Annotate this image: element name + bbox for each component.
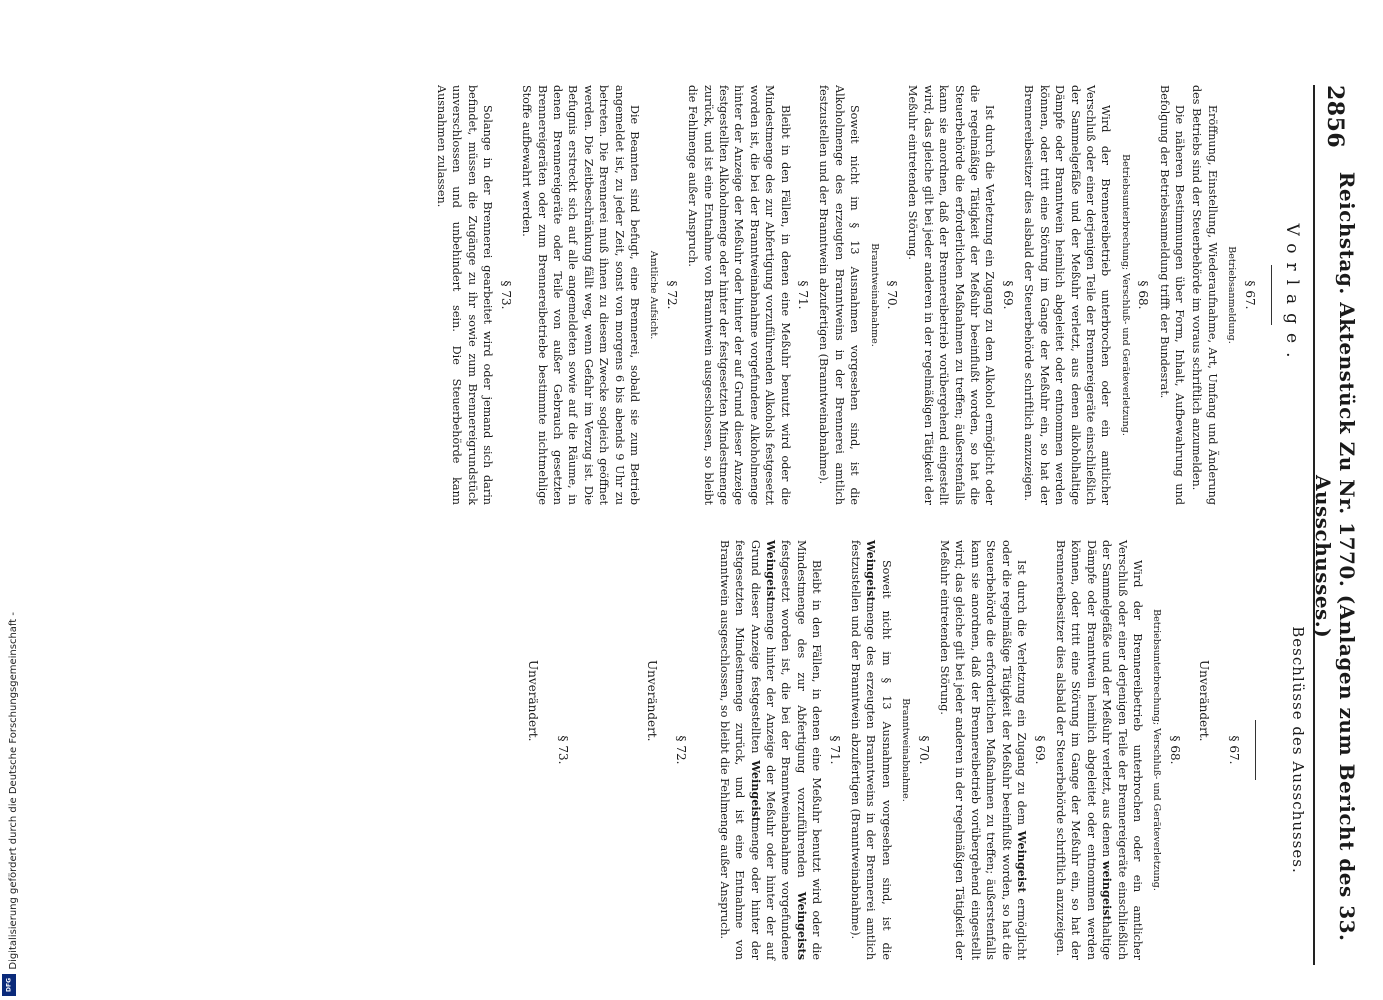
text-run: festgesetzt worden ist, die bei der Branntweinabnahme vorgefundene — [779, 540, 793, 960]
paragraph: Eröffnung, Einstellung, Wiederaufnahme, Art, Umfang und Änderung des Betriebs sind der Steuerbehörde im voraus schriftlich anzumelden. — [1190, 85, 1219, 505]
highlighted-term: weingeist — [1100, 860, 1115, 921]
section-number: § 73. — [498, 280, 513, 310]
section-number: § 70. — [885, 280, 900, 310]
text-run: menge hinter der Anzeige der Meßuhr oder hinter der auf Grund dieser Anzeige festgestellten — [748, 540, 778, 960]
paragraph — [848, 540, 894, 960]
page-title: Reichstag. Aktenstück Zu Nr. 1770. (Anlagen zum Bericht des 33. Ausschusses.) — [1311, 171, 1359, 942]
footer-credit: Digitalisierung gefördert durch die Deutsche Forschungsgemeinschaft - — [8, 612, 19, 970]
paragraph: Die näheren Bestimmungen über Form, Inhalt, Aufbewahrung und Befolgung der Betriebsanmeldung trifft der Bundesrat. — [1157, 85, 1186, 505]
column-vorlage — [432, 85, 1313, 505]
section-number: § 72. — [664, 280, 679, 310]
section-number: § 72. — [674, 735, 689, 765]
dfg-logo-icon: DFG — [2, 974, 16, 996]
page-number: 2856 — [1322, 85, 1348, 149]
section-number: § 73. — [555, 735, 570, 765]
paragraph — [937, 540, 1029, 960]
section-number: § 67. — [1226, 735, 1241, 765]
highlighted-term: Weingeists — [794, 891, 809, 960]
paragraph: Bleibt in den Fällen, in denen eine Meßuhr benutzt wird oder die Mindestmenge des zur Abfertigung vorzuführenden Alkohols festgesetzt worden ist, die bei der Branntweinabnahme vorgefundene Alkoholmenge hinter der Anzeige der Meßuhr oder hinter der auf Grund dieser Anzeige festgestellten Alkoholmenge oder hinter der festgesetzten Mindestmenge zurück, und ist eine Entnahme von Branntwein ausgeschlossen, so bleibt die Fehlmenge außer Anspruch. — [686, 85, 792, 505]
section-subtitle: Branntweinabnahme. — [868, 243, 880, 347]
paragraph: Solange in der Brennerei gearbeitet wird oder jemand sich darin befindet, müssen die Zugänge zu ihr sowie zum Brennereigrundstück unverschlossen und unbehindert sein. Die Steuerbehörde kann Ausnahmen zulassen. — [435, 85, 495, 505]
paragraph: Soweit nicht im § 13 Ausnahmen vorgesehen sind, ist die Alkoholmenge des erzeugten Branntweins in der Brennerei amtlich festzustellen und der Branntwein abzufertigen (Branntweinabnahme). — [817, 85, 862, 505]
section-number: § 70. — [916, 735, 931, 765]
unchanged-note: Unverändert. — [1197, 660, 1212, 742]
section-number: § 68. — [1167, 735, 1182, 765]
highlighted-term: Weingeist — [748, 760, 763, 823]
text-run: menge oder hinter der festgesetzten Mindestmenge zurück, und ist eine Entnahme von Branntwein ausgeschlossen, so bleibt die Fehlmenge außer Anspruch. — [717, 540, 762, 960]
unchanged-note: Unverändert. — [645, 660, 659, 742]
section-number: § 68. — [1136, 280, 1151, 310]
text-run: Ist durch die Verletzung ein Zugang zu dem — [1015, 560, 1029, 831]
section-subtitle: Betriebsanmeldung. — [1226, 246, 1238, 344]
section-subtitle: Amtliche Aufsicht. — [648, 250, 660, 340]
paragraph: Wird der Brennereibetrieb unterbrochen oder ein amtlicher Verschluß oder einer derjenigen Teile der Brennereigeräte einschließlich der Sammelgefäße und der Meßuhr verletzt, aus denen alkoholhaltige Dämpfe oder Branntwein heimlich abgeleitet oder entnommen werden können, oder tritt eine Störung im Gange der Meßuhr ein, so hat der Brennereibesitzer dies alsbald der Steuerbehörde schriftlich anzuzeigen. — [1022, 85, 1113, 505]
section-subtitle: Betriebsunterbrechung; Verschluß- und Geräteverletzung. — [1119, 154, 1131, 436]
section-number: § 67. — [1242, 280, 1257, 310]
paragraph — [1053, 540, 1145, 960]
digitization-footer — [0, 0, 20, 1000]
section-subtitle: Betriebsunterbrechung; Verschluß- und Geräteverletzung. — [1151, 609, 1163, 891]
column-heading: Vorlage. — [1282, 223, 1302, 367]
highlighted-term: Weingeist — [864, 540, 879, 602]
text-run: Soweit nicht im § 13 Ausnahmen vorgesehen sind, ist die — [879, 560, 893, 960]
page-header — [1311, 85, 1359, 965]
text-run: haltige Dämpfe oder Branntwein heimlich abgeleitet oder entnommen werden können, oder tritt eine Störung im Gange der Meßuhr ein, so hat der Brennereibesitzer dies alsbald der Steuerbehörde schriftlich anzuzeigen. — [1053, 540, 1114, 960]
highlighted-term: Weingeist — [1015, 830, 1030, 893]
text-run: ermöglicht oder die regelmäßige Tätigkeit der Meßuhr beeinflußt worden, so hat die Steuerbehörde die erforderlichen Maßnahmen zu treffen; äußerstenfalls kann sie anordnen, daß der Brennereibetrieb vorübergehend eingestellt wird; das gleiche gilt bei jeder anderen in der regelmäßigen Tätigkeit der Meßuhr eintretenden Störung. — [938, 540, 1029, 960]
section-subtitle: Branntweinabnahme. — [900, 698, 912, 802]
section-number: § 71. — [827, 735, 842, 765]
divider — [1271, 265, 1272, 325]
text-run: Wird der Brennereibetrieb unterbrochen oder ein amtlicher Verschluß oder einer derjenigen Teile der Brennereigeräte einschließlich der Sammelgefäße und der Meßuhr verletzt, aus denen — [1100, 540, 1144, 960]
column-heading: Beschlüsse des Ausschusses. — [1289, 626, 1307, 874]
section-number: § 69. — [1000, 280, 1015, 310]
divider — [1255, 720, 1256, 780]
paragraph: Die Beamten sind befugt, eine Brennerei, sobald sie zum Betrieb angemeldet ist, zu jeder Zeit, sonst von morgens 6 bis abends 9 Uhr zu betreten. Die Brennerei muß ihnen zu diesem Zwecke sogleich geöffnet werden. Die Zeitbeschränkung fällt weg, wenn Gefahr im Verzug ist. Die Befugnis erstreckt sich auf alle angemeldeten sowie auf die Räume, in denen Brennereigeräte oder Teile von außer Gebrauch gesetzten Brennereigeräten oder zum Brennereibetriebe bestimmte nichtmehlige Stoffe aufbewahrt werden. — [520, 85, 641, 505]
text-run: menge des erzeugten Branntweins in der Brennerei amtlich festzustellen und der Branntwein abzufertigen (Branntweinabnahme). — [849, 540, 878, 960]
section-number: § 71. — [796, 280, 811, 310]
paragraph — [716, 540, 824, 960]
section-number: § 69. — [1032, 735, 1047, 765]
highlighted-term: Weingeist — [764, 540, 779, 602]
paragraph: Ist durch die Verletzung ein Zugang zu dem Alkohol ermöglicht oder die regelmäßige Tätigkeit der Meßuhr beeinflußt worden, so hat die Steuerbehörde die erforderlichen Maßnahmen zu treffen; äußerstenfalls kann sie anordnen, daß der Brennereibetrieb vorübergehend eingestellt wird; das gleiche gilt bei jeder anderen in der regelmäßigen Tätigkeit der Meßuhr eintretenden Störung. — [906, 85, 997, 505]
unchanged-note: Unverändert. — [526, 660, 541, 742]
text-run: Bleibt in den Fällen, in denen eine Meßuhr benutzt wird oder die Mindestmenge des zur Abfertigung vorzuführenden — [794, 540, 824, 960]
column-beschluesse — [511, 540, 1313, 960]
